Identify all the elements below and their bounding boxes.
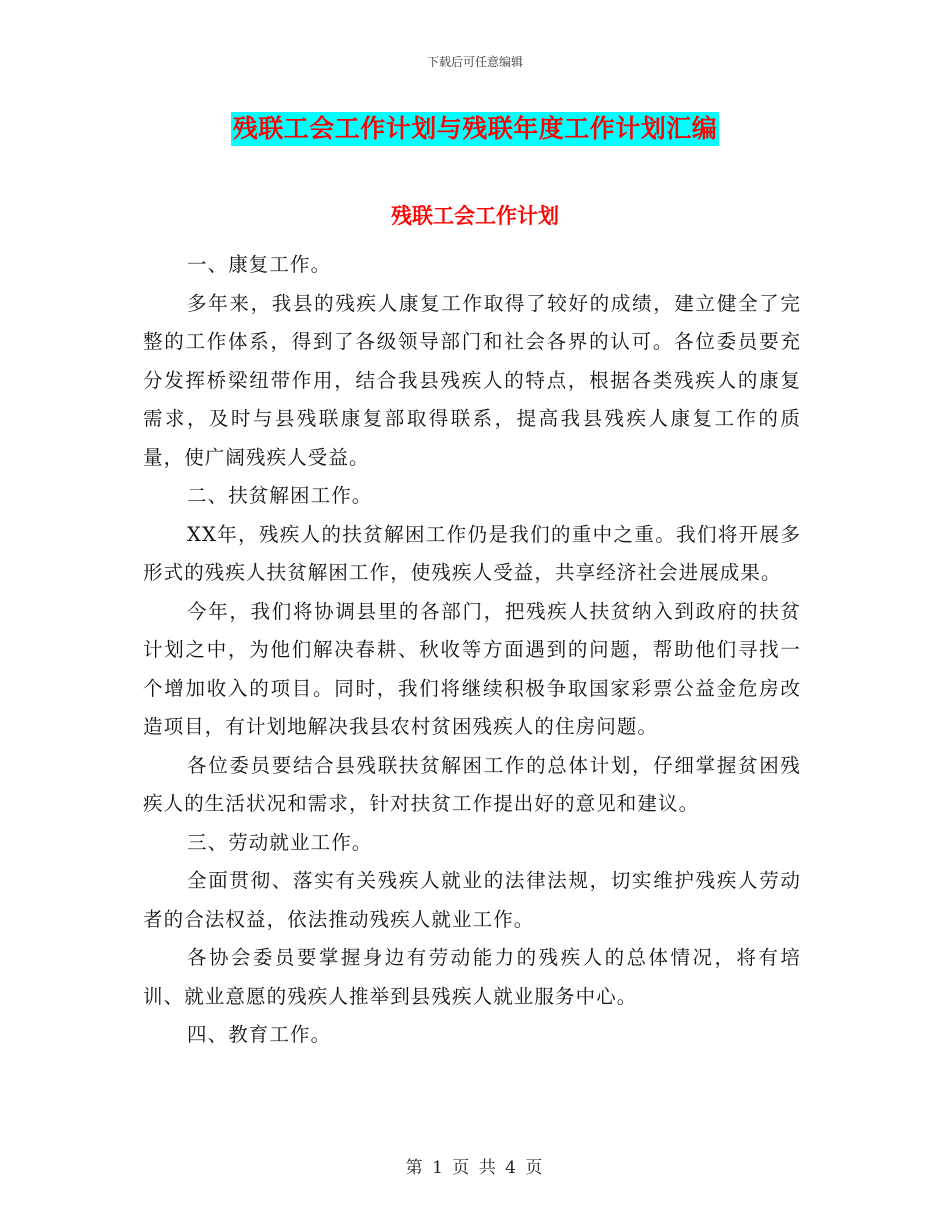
paragraph-poverty-relief-1: XX年，残疾人的扶贫解困工作仍是我们的重中之重。我们将开展多形式的残疾人扶贫解困工作，使残疾人受益，共享经济社会进展成果。 xyxy=(143,522,801,584)
heading-rehabilitation: 一、康复工作。 xyxy=(187,253,332,276)
main-title-text: 残联工会工作计划与残联年度工作计划汇编 xyxy=(231,112,720,146)
page-footer: 第 1 页 共 4 页 xyxy=(405,1158,545,1178)
heading-education: 四、教育工作。 xyxy=(187,1023,332,1046)
paragraph-poverty-relief-3: 各位委员要结合县残联扶贫解困工作的总体计划，仔细掌握贫困残疾人的生活状况和需求，针对扶贫工作提出好的意见和建议。 xyxy=(143,753,801,815)
main-title xyxy=(0,112,950,146)
document-body xyxy=(143,246,801,1055)
paragraph-poverty-relief-2: 今年，我们将协调县里的各部门，把残疾人扶贫纳入到政府的扶贫计划之中，为他们解决春耕、秋收等方面遇到的问题，帮助他们寻找一个增加收入的项目。同时，我们将继续积极争取国家彩票公益金危房改造项目，有计划地解决我县农村贫困残疾人的住房问题。 xyxy=(143,599,801,738)
paragraph-rehabilitation: 多年来，我县的残疾人康复工作取得了较好的成绩，建立健全了完整的工作体系，得到了各级领导部门和社会各界的认可。各位委员要充分发挥桥梁纽带作用，结合我县残疾人的特点，根据各类残疾人的康复需求，及时与县残联康复部取得联系，提高我县残疾人康复工作的质量，使广阔残疾人受益。 xyxy=(143,291,801,469)
paragraph-employment-1: 全面贯彻、落实有关残疾人就业的法律法规，切实维护残疾人劳动者的合法权益，依法推动残疾人就业工作。 xyxy=(143,869,801,931)
section-title: 残联工会工作计划 xyxy=(391,204,559,228)
heading-employment: 三、劳动就业工作。 xyxy=(187,830,373,854)
header-note: 下载后可任意编辑 xyxy=(426,55,523,69)
paragraph-employment-2: 各协会委员要掌握身边有劳动能力的残疾人的总体情况，将有培训、就业意愿的残疾人推举到县残疾人就业服务中心。 xyxy=(143,946,801,1008)
heading-poverty-relief: 二、扶贫解困工作。 xyxy=(187,484,373,507)
